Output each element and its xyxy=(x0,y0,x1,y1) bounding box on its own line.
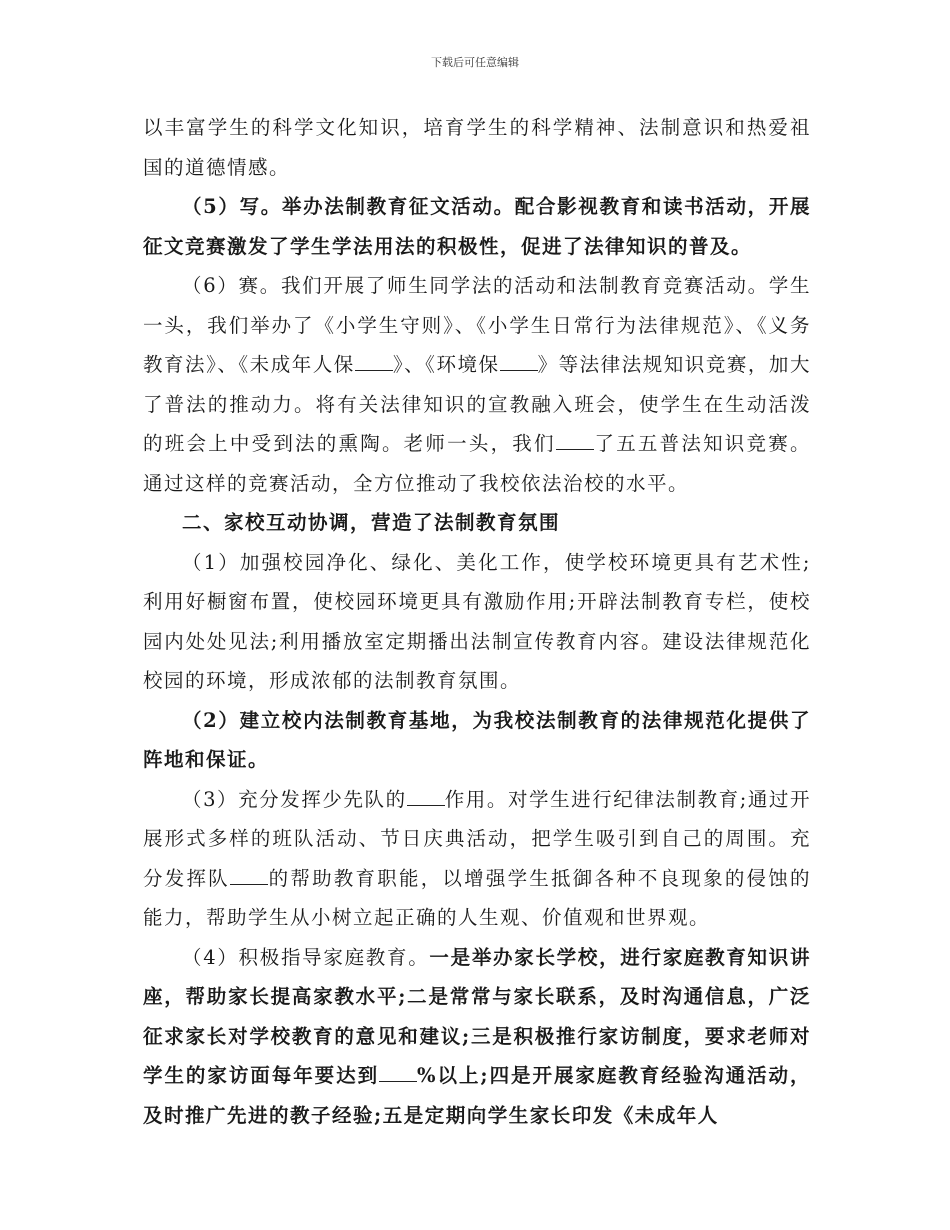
paragraph-item-5: （5）写。举办法制教育征文活动。配合影视教育和读书活动，开展征文竞赛激发了学生学法用法的积极性，促进了法律知识的普及。 xyxy=(143,195,811,258)
text-segment: 了五五普法知识竞赛。通过这样的竞赛活动，全方位推动了我校依法治校的水平。 xyxy=(143,432,811,495)
text-segment: 作用。对学生进行纪律法制教育;通过开展形式多样的班队活动、节日庆典活动，把学生吸引到自己的周围。充分发挥队 xyxy=(143,787,811,890)
text-segment-bold: 一是举办家长学校，进行家庭教育知识讲座，帮助家长提高家教水平;二是常常与家长联系，及时沟通信息，广泛征求家长对学校教育的意见和建议;三是积极推行家访制度，要求老师对学生的家访面每年要达到 xyxy=(143,945,811,1087)
fill-blank xyxy=(407,789,445,806)
paragraph-continuation: 以丰富学生的科学文化知识，培育学生的科学精神、法制意识和热爱祖国的道德情感。 xyxy=(143,116,811,179)
fill-blank xyxy=(355,354,393,371)
document-body xyxy=(143,108,811,1135)
text-segment: （3）充分发挥少先队的 xyxy=(182,787,407,811)
page-header: 下载后可任意编辑 xyxy=(431,56,519,69)
paragraph-item-1: （1）加强校园净化、绿化、美化工作，使学校环境更具有艺术性;利用好橱窗布置，使校园环境更具有激励作用;开辟法制教育专栏，使校园内处处见法;利用播放室定期播出法制宣传教育内容。建设法律规范化校园的环境，形成浓郁的法制教育氛围。 xyxy=(143,550,811,692)
text-segment: 》、《环境保 xyxy=(392,353,500,376)
text-segment: 》等法律法规知识竞赛，加大了普法的推动力。将有关法律知识的宣教融入班会，使学生在生动活泼的班会上中受到法的熏陶。老师一头，我们 xyxy=(143,353,811,455)
text-segment: （6）赛。我们开展了师生同学法的活动和法制教育竞赛活动。学生一头，我们举办了《小学生守则》、《小学生日常行为法律规范》、《义务教育法》、《未成年人保 xyxy=(143,274,811,376)
fill-blank xyxy=(500,354,538,371)
fill-blank xyxy=(379,1065,417,1082)
text-segment: （4）积极指导家庭教育。 xyxy=(182,945,430,969)
fill-blank xyxy=(556,433,594,450)
paragraph-item-6 xyxy=(143,266,811,503)
paragraph-item-4 xyxy=(143,938,811,1136)
paragraph-item-3 xyxy=(143,780,811,938)
section-heading: 二、家校互动协调，营造了法制教育氛围 xyxy=(182,511,561,534)
fill-blank xyxy=(230,868,268,885)
text-segment-bold: %以上;四是开展家庭教育经验沟通活动，及时推广先进的教子经验;五是定期向学生家长印发《未成年人 xyxy=(143,1064,811,1127)
paragraph-item-2: （2）建立校内法制教育基地，为我校法制教育的法律规范化提供了阵地和保证。 xyxy=(143,708,811,771)
text-segment: 的帮助教育职能，以增强学生抵御各种不良现象的侵蚀的能力，帮助学生从小树立起正确的人生观、价值观和世界观。 xyxy=(143,866,811,929)
